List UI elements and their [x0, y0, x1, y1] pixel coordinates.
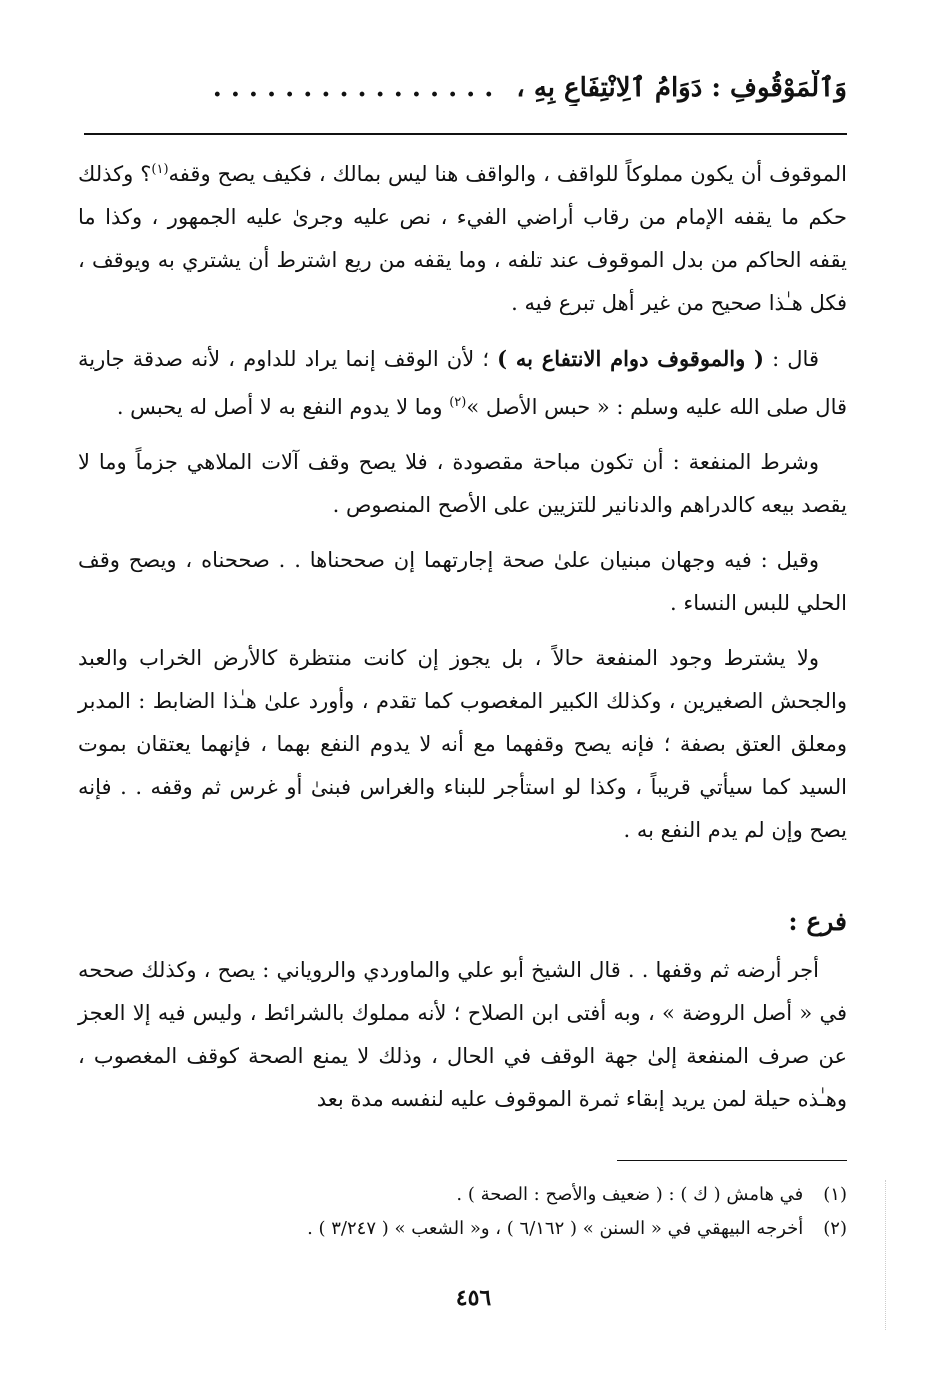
header-dots: . . . . . . . . . . . . . . . . [212, 73, 494, 103]
main-text [78, 148, 847, 1133]
footnote-1 [78, 1178, 847, 1212]
matn-quote: ( والموقوف دوام الانتفاع به ) [497, 346, 764, 371]
footnote-ref-2: (٢) [449, 395, 467, 410]
paragraph-1-end: ؟ وكذلك حكم ما يقفه الإمام من رقاب أراضي الفيء ، نص عليه وجرىٰ عليه الجمهور ، وكذا ما يقفه الحاكم من بدل الموقوف عند تلفه ، وما يقفه من ريع اشترط أن يشتري به ويوقف ، فكل هـٰذا صحيح من غير أهل تبرع فيه . [78, 162, 847, 315]
branch-heading [78, 900, 847, 945]
footnote-number: (١) [823, 1184, 847, 1205]
header-rule [84, 133, 847, 135]
footnotes [78, 1178, 847, 1246]
paragraph-6: أجر أرضه ثم وقفها . . قال الشيخ أبو علي والماوردي والروياني : يصح ، وكذلك صححه في « أصل الروضة » ، وبه أفتى ابن الصلاح ؛ لأنه مملوك بالشرائط ، وليس فيه إلا العجز عن صرف المنفعة إلىٰ جهة الوقف في الحال ، وذلك لا يمنع الصحة كوقف المغصوب ، وهـٰذه حيلة لمن يريد إبقاء ثمرة الموقوف عليه لنفسه مدة بعد [78, 958, 847, 1111]
footnote-ref-1: (١) [151, 162, 169, 177]
header-title: وَٱلْمَوْقُوفِ : دَوَامُ ٱلِانْتِفَاعِ بِهِ ، [516, 73, 847, 103]
page-number: ٤٥٦ [455, 1285, 492, 1311]
running-header [78, 70, 847, 106]
paragraph-2-end: وما لا يدوم النفع به لا أصل له يحبس . [116, 395, 450, 419]
footnote-text: في هامش ( ك ) : ( ضعيف والأصح : الصحة ) . [456, 1184, 804, 1205]
paragraph-5: ولا يشترط وجود المنفعة حالاً ، بل يجوز إن كانت منتظرة كالأرض الخراب والعبد والجحش الصغيرين ، وكذلك الكبير المغصوب كما تقدم ، وأورد علىٰ هـٰذا الضابط : المدبر ومعلق العتق بصفة ؛ فإنه يصح وقفهما مع أنه لا يدوم النفع بهما ، فإنهما يعتقان بموت السيد كما سيأتي قريباً ، وكذا لو استأجر للبناء والغراس فبنىٰ أو غرس ثم وقفه . . فإنه يصح وإن لم يدم النفع به . [78, 646, 847, 842]
paragraph-3: وشرط المنفعة : أن تكون مباحة مقصودة ، فلا يصح وقف آلات الملاهي جزماً وما لا يقصد بيعه كالدراهم والدنانير للتزيين على الأصح المنصوص . [78, 450, 847, 517]
paragraph-1-text: الموقوف أن يكون مملوكاً للواقف ، والواقف هنا ليس بمالك ، فكيف يصح وقفه [168, 162, 847, 186]
paragraph-2-text: ؛ لأن الوقف إنما يراد للداوم ، لأنه صدقة جارية قال صلى الله عليه وسلم : « حبس الأصل » [78, 347, 847, 419]
branch-title: فرع : [788, 907, 847, 936]
paragraph-4: وقيل : فيه وجهان مبنيان علىٰ صحة إجارتهما إن صححناها . . صححناه ، ويصح وقف الحلي للبس النساء . [78, 548, 847, 615]
footnote-number: (٢) [823, 1218, 847, 1239]
footnote-text: أخرجه البيهقي في « السنن » ( ٦/١٦٢ ) ، و« الشعب » ( ٣/٢٤٧ ) . [307, 1218, 804, 1239]
paragraph-2-lead: قال : [763, 347, 819, 371]
paragraph-2 [78, 337, 847, 429]
footnote-2 [78, 1212, 847, 1246]
footnote-rule [617, 1160, 847, 1161]
scan-margin-line [885, 1180, 886, 1330]
paragraph-1 [78, 148, 847, 325]
